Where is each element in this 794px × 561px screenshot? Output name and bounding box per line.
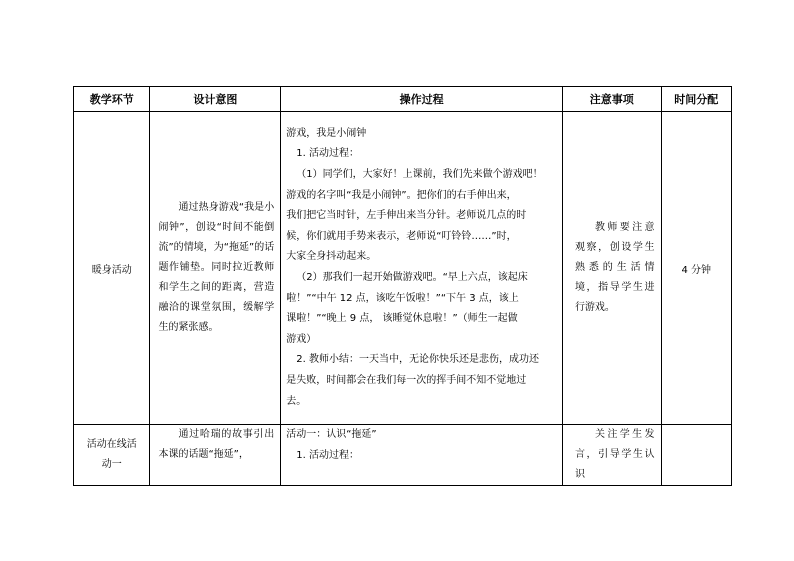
notes-text: 教师要注意观察，创设学生熟悉的生活情境，指导学生进行游戏。 [574, 222, 655, 313]
process-line: 游戏的名字叫“我是小闹钟”。把你们的右手伸出来， [286, 189, 517, 201]
process-line: 游戏） [286, 333, 317, 345]
header-time: 时间分配 [661, 87, 731, 112]
stage-text: 活动在线活动一 [86, 439, 137, 470]
notes-cell [562, 425, 661, 486]
header-intent: 设计意图 [150, 87, 281, 112]
header-row [74, 87, 732, 112]
intent-cell [150, 425, 281, 486]
process-line: 游戏，我是小闹钟 [286, 127, 367, 139]
table-row [74, 425, 732, 486]
header-stage: 教学环节 [74, 87, 150, 112]
process-line: 活动一：认识“拖延” [286, 429, 377, 440]
process-line: （1）同学们，大家好！上课前，我们先来做个游戏吧！ [296, 169, 543, 181]
intent-cell [150, 112, 281, 425]
header-notes: 注意事项 [562, 87, 661, 112]
process-line: 去。 [286, 395, 307, 407]
process-line: 1. 活动过程： [296, 449, 359, 461]
table-row [74, 112, 732, 425]
stage-cell [74, 425, 150, 486]
process-cell [281, 112, 563, 425]
notes-text: 关注学生发言，引导学生认识 [574, 429, 655, 480]
lesson-plan-table [73, 86, 732, 486]
process-line: （2）那我们一起开始做游戏吧。“早上六点，该起床 [296, 272, 528, 283]
process-line: 是失败，时间都会在我们每一次的挥手间不知不觉地过 [286, 374, 527, 386]
process-cell [281, 425, 563, 486]
process-line: 大家全身抖动起来。 [286, 251, 377, 263]
header-process: 操作过程 [281, 87, 563, 112]
time-cell [661, 425, 731, 486]
process-line: 1. 活动过程： [296, 148, 359, 160]
process-line: 啦！”“中午 12 点，该吃午饭啦！”“下午 3 点，该上 [286, 292, 519, 304]
stage-cell: 暖身活动 [74, 112, 150, 425]
process-line: 2. 教师小结：一天当中，无论你快乐还是悲伤，成功还 [296, 354, 539, 366]
notes-cell [562, 112, 661, 425]
intent-text: 通过热身游戏“我是小闹钟”，创设“时间不能倒流”的情境，为“拖延”的话题作铺垫。同时拉近教师和学生之间的距离，营造融洽的课堂氛围，缓解学生的紧张感。 [158, 202, 275, 333]
process-line: 我们把它当时针，左手伸出来当分针。老师说几点的时 [286, 210, 527, 222]
process-line: 课啦！”“晚上 9 点， 该睡觉休息啦！”（师生一起做 [286, 313, 518, 325]
intent-text: 通过哈瑞的故事引出本课的话题“拖延”， [158, 429, 275, 460]
process-line: 候，你们就用手势来表示，老师说“叮铃铃……”时， [286, 230, 517, 242]
time-cell: 4 分钟 [661, 112, 731, 425]
